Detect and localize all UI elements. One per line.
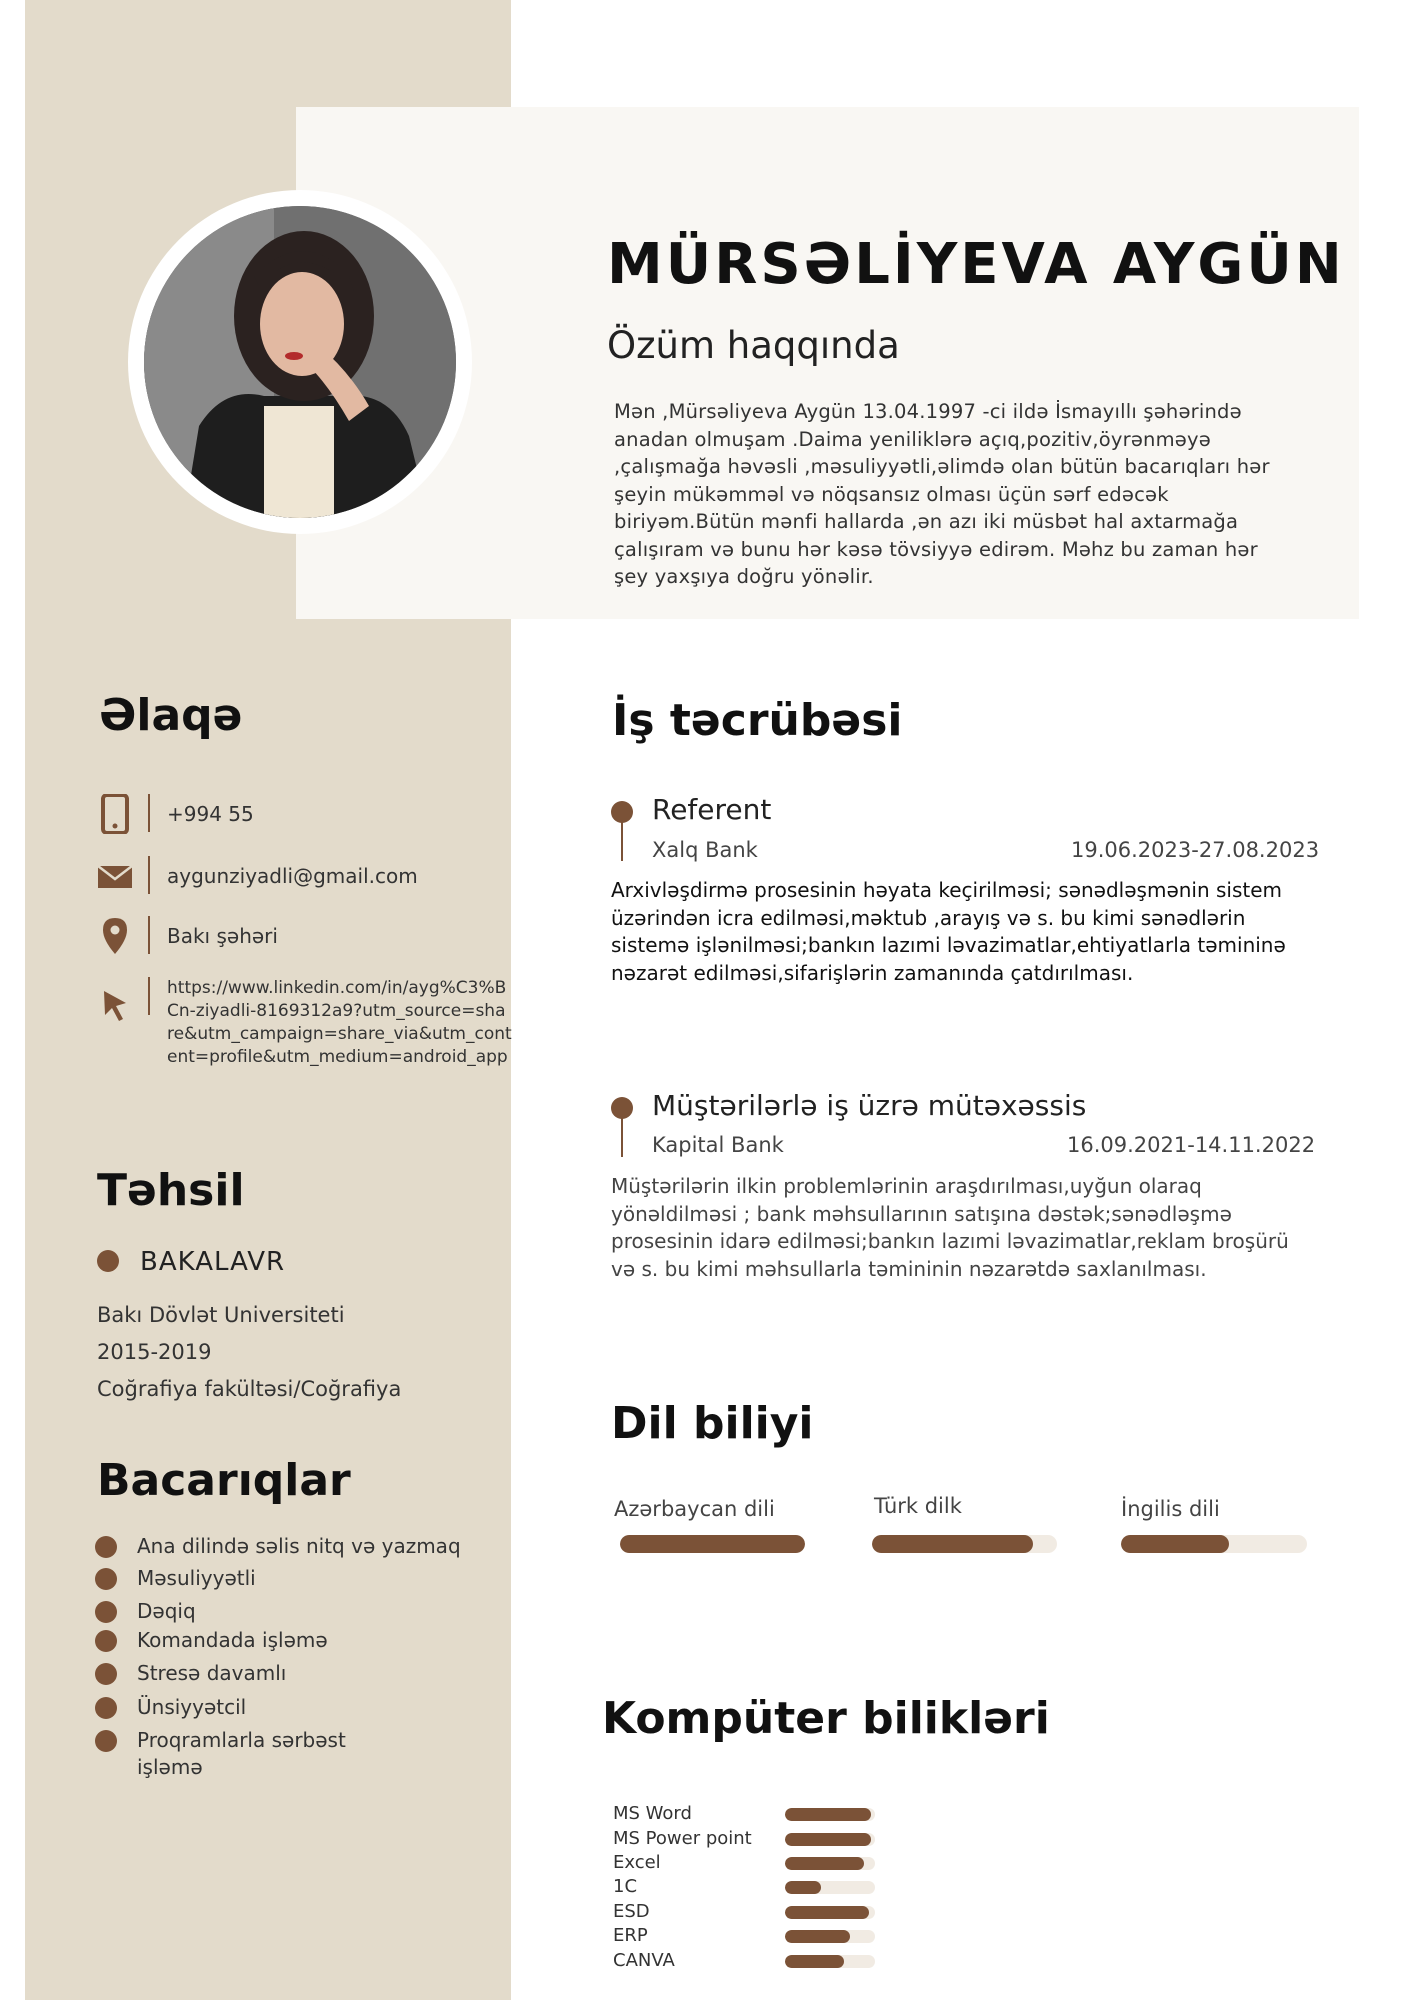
language-level-fill	[1121, 1535, 1229, 1553]
timeline-pin-icon	[611, 801, 633, 861]
job-company: Kapital Bank	[652, 1133, 784, 1157]
language-level-bar	[872, 1535, 1057, 1553]
skill-bullet	[95, 1568, 117, 1590]
computer-skill-fill	[785, 1955, 844, 1968]
skill-label: Stresə davamlı	[137, 1661, 287, 1685]
language-level-fill	[872, 1535, 1033, 1553]
contact-email[interactable]: aygunziyadli@gmail.com	[167, 864, 418, 888]
computer-skill-fill	[785, 1833, 871, 1846]
skills-title: Bacarıqlar	[97, 1455, 351, 1506]
contact-separator	[148, 977, 150, 1015]
computer-skill-bar	[785, 1930, 875, 1943]
computer-skill-bar	[785, 1833, 875, 1846]
job-description: Arxivləşdirmə prosesinin həyata keçirilməsi; sənədləşmənin sistem üzərindən icra edilməsi,məktub ,arayış və s. bu kimi sənədlərin sistemə işlənilməsi;bankın lazımi ləvazimatlar,ehtiyatlarla təmininə nəzarət edilməsi,sifarişlərin zamanında çatdırılması.	[611, 878, 1286, 985]
contact-title: Əlaqə	[99, 690, 243, 741]
contact-linkedin-row	[95, 977, 515, 1097]
job-description: Müştərilərin ilkin problemlərinin araşdırılması,uyğun olaraq yönəldilməsi ; bank məhsullarının satışına dəstək;sənədləşmə prosesinin idarə edilməsi;bankın lazımi ləvazimatlar,reklam broşürü və s. bu kimi məhsullarla təmininin nəzarətdə saxlanılması.	[611, 1174, 1289, 1281]
computer-skill-bar	[785, 1955, 875, 1968]
skill-label: Dəqiq	[137, 1599, 196, 1623]
about-text: Mən ,Mürsəliyeva Aygün 13.04.1997 -ci ildə İsmayıllı şəhərində anadan olmuşam .Daima yeniliklərə açıq,pozitiv,öyrənməyə ,çalışmağa həvəsli ,məsuliyyətli,əlimdə olan bütün bacarıqları hər şeyin mükəmməl və nöqsansız olması üçün sərf edəcək biriyəm.Bütün mənfi hallarda ,ən azı iki müsbət hal axtarmağa çalışıram və bunu hər kəsə tövsiyyə edirəm. Məhz bu zaman hər şey yaxşıya doğru yönəlir.	[614, 400, 1270, 588]
language-label: Azərbaycan dili	[614, 1497, 775, 1521]
computer-skills-title: Kompüter bilikləri	[602, 1693, 1050, 1744]
contact-separator	[148, 856, 150, 894]
education-faculty: Coğrafiya fakültəsi/Coğrafiya	[97, 1377, 402, 1401]
computer-skill-fill	[785, 1930, 850, 1943]
skill-label: Proqramlarla sərbəst işləmə	[137, 1728, 346, 1779]
skill-label: Komandada işləmə	[137, 1628, 328, 1652]
contact-location: Bakı şəhəri	[167, 924, 278, 948]
contact-email-row	[95, 856, 515, 896]
job-title: Müştərilərlə iş üzrə mütəxəssis	[652, 1089, 1087, 1122]
skill-bullet	[95, 1730, 117, 1752]
education-bullet	[97, 1250, 119, 1272]
language-level-fill	[620, 1535, 805, 1553]
education-years: 2015-2019	[97, 1340, 212, 1364]
skill-bullet	[95, 1601, 117, 1623]
about-title: Özüm haqqında	[607, 324, 900, 367]
job-title: Referent	[652, 793, 772, 826]
education-university: Bakı Dövlət Universiteti	[97, 1303, 345, 1327]
skill-bullet	[95, 1663, 117, 1685]
skill-bullet	[95, 1536, 117, 1558]
languages-title: Dil biliyi	[611, 1398, 814, 1449]
computer-skill-bar	[785, 1808, 875, 1821]
language-label: İngilis dili	[1121, 1497, 1220, 1521]
education-degree: BAKALAVR	[140, 1247, 286, 1277]
computer-skill-bar	[785, 1906, 875, 1919]
computer-skill-label: 1C	[613, 1876, 638, 1897]
experience-title: İş təcrübəsi	[612, 695, 903, 746]
language-level-bar	[620, 1535, 805, 1553]
computer-skill-label: ERP	[613, 1925, 648, 1946]
location-pin-icon	[95, 916, 135, 956]
skill-label: Məsuliyyətli	[137, 1566, 256, 1590]
computer-skill-fill	[785, 1881, 821, 1894]
phone-icon	[95, 794, 135, 834]
contact-phone: +994 55	[167, 802, 254, 826]
profile-photo	[144, 206, 456, 518]
education-title: Təhsil	[97, 1165, 245, 1216]
computer-skill-fill	[785, 1906, 869, 1919]
skill-bullet	[95, 1697, 117, 1719]
contact-linkedin[interactable]: https://www.linkedin.com/in/ayg%C3%BCn-ziyadli-8169312a9?utm_source=share&utm_campaign=share_via&utm_content=profile&utm_medium=android_app	[167, 978, 512, 1067]
cursor-icon	[95, 985, 135, 1025]
skill-label: Ünsiyyətcil	[137, 1695, 247, 1719]
profile-photo-frame	[128, 190, 472, 534]
language-label: Türk dilk	[874, 1494, 962, 1518]
candidate-name: MÜRSƏLİYEVA AYGÜN	[607, 232, 1345, 297]
contact-location-row	[95, 916, 515, 956]
job-dates: 19.06.2023-27.08.2023	[1071, 838, 1320, 862]
skill-label: Ana dilində səlis nitq və yazmaq	[137, 1534, 461, 1558]
computer-skill-bar	[785, 1881, 875, 1894]
computer-skill-label: MS Power point	[613, 1828, 752, 1849]
computer-skill-label: MS Word	[613, 1803, 692, 1824]
skill-bullet	[95, 1630, 117, 1652]
computer-skill-label: ESD	[613, 1901, 650, 1922]
language-level-bar	[1121, 1535, 1307, 1553]
computer-skill-bar	[785, 1857, 875, 1870]
contact-phone-row	[95, 794, 515, 834]
computer-skill-label: Excel	[613, 1852, 661, 1873]
mail-icon	[95, 856, 135, 896]
computer-skill-fill	[785, 1857, 864, 1870]
computer-skill-label: CANVA	[613, 1950, 675, 1971]
contact-separator	[148, 916, 150, 954]
timeline-pin-icon	[611, 1097, 633, 1157]
computer-skill-fill	[785, 1808, 871, 1821]
contact-separator	[148, 794, 150, 832]
job-company: Xalq Bank	[652, 838, 758, 862]
job-dates: 16.09.2021-14.11.2022	[1067, 1133, 1316, 1157]
